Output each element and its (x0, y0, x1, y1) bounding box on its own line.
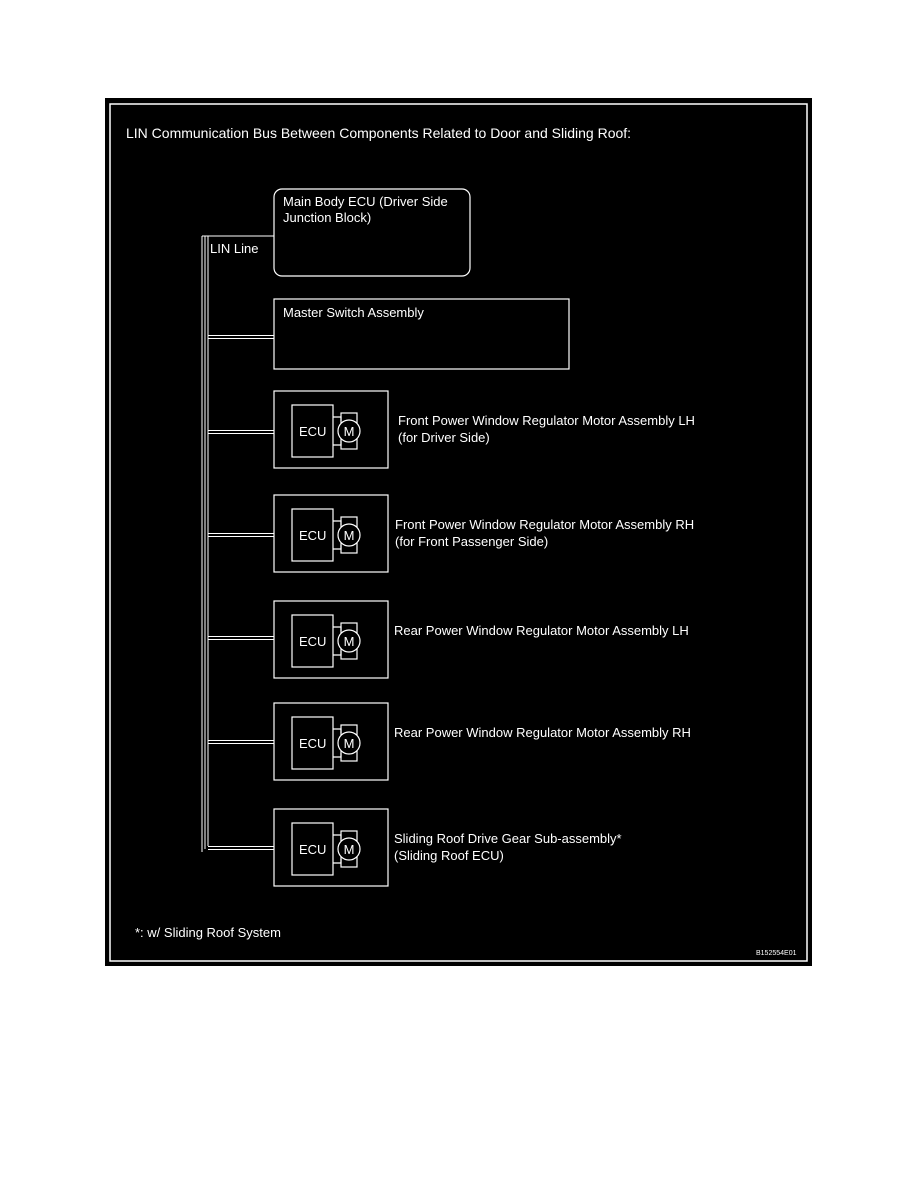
motor-label: M (343, 528, 355, 543)
motor-module-label-line1: Front Power Window Regulator Motor Assembly RH (395, 517, 695, 532)
motor-module-label-line1: Sliding Roof Drive Gear Sub-assembly* (394, 831, 622, 846)
ecu-label: ECU (299, 634, 327, 649)
ecu-label: ECU (299, 424, 327, 439)
motor-label: M (343, 424, 355, 439)
motor-label: M (343, 634, 355, 649)
motor-label: M (343, 842, 355, 857)
reference-code: B152554E01 (756, 950, 797, 957)
lin-line-label: LIN Line (210, 241, 259, 256)
footnote: *: w/ Sliding Roof System (135, 925, 281, 940)
motor-module-label-line1: Rear Power Window Regulator Motor Assembly LH (394, 623, 689, 638)
ecu-label: ECU (299, 736, 327, 751)
main-body-ecu-label-line2: Junction Block) (283, 210, 372, 225)
diagram-title: LIN Communication Bus Between Components Related to Door and Sliding Roof: (126, 125, 632, 141)
motor-module-label-line1: Front Power Window Regulator Motor Assembly LH (398, 413, 695, 428)
ecu-label: ECU (299, 842, 327, 857)
motor-module-label-line2: (Sliding Roof ECU) (394, 848, 504, 863)
motor-module-label-line2: (for Driver Side) (398, 430, 490, 445)
main-body-ecu-label-line1: Main Body ECU (Driver Side (283, 194, 448, 209)
master-switch-label: Master Switch Assembly (283, 305, 424, 320)
motor-module-label-line1: Rear Power Window Regulator Motor Assembly RH (394, 725, 691, 740)
motor-label: M (343, 736, 355, 751)
motor-module-label-line2: (for Front Passenger Side) (395, 534, 549, 549)
ecu-label: ECU (299, 528, 327, 543)
